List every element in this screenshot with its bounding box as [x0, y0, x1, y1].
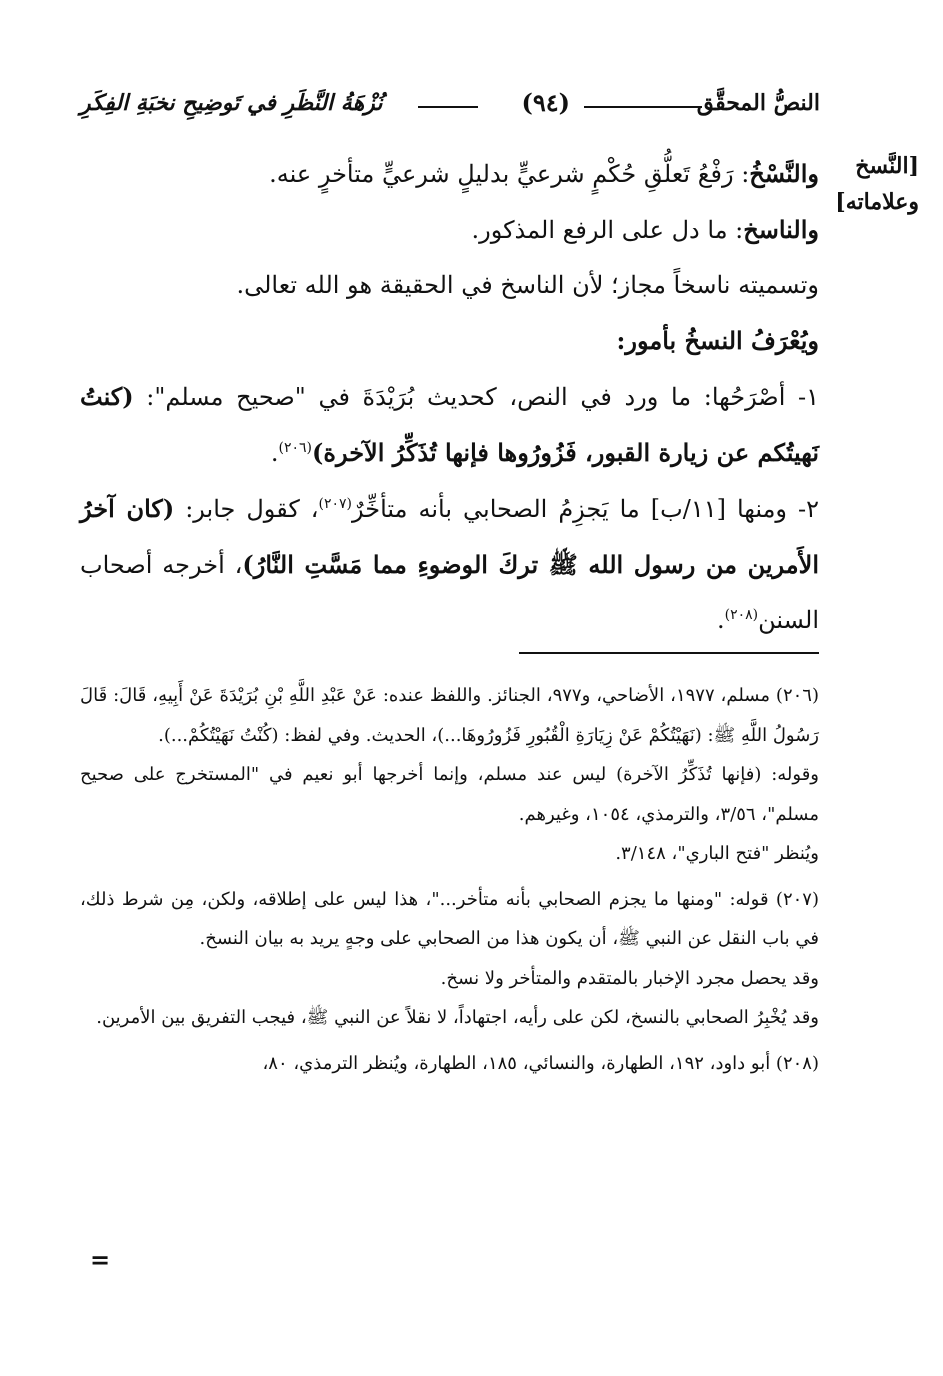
term-naskh: والنَّسْخُ [749, 159, 819, 188]
naming-note: وتسميته ناسخاً مجاز؛ لأن الناسخ في الحقيقة هو الله تعالى. [236, 271, 819, 299]
term-nasikh: والناسخ [743, 215, 819, 244]
footnote-separator [519, 652, 819, 654]
hadith-quote-1: (كنتُ نَهيتُكم عن زيارة القبور، فَزُورُوها فإنها تُذَكِّرُ الآخرة) [80, 382, 819, 467]
page-number: (٩٤) [521, 88, 570, 117]
continuation-mark: = [90, 1245, 111, 1274]
definition-naskh: والنَّسْخُ: رَفْعُ تَعلُّقِ حُكْمٍ شرعيٍّ بدليلٍ شرعيٍّ متأخرٍ عنه. [269, 159, 819, 188]
main-text [80, 146, 819, 648]
footnote-ref-206: (٢٠٦) [278, 440, 313, 456]
footnote-ref-207: (٢٠٧) [318, 496, 353, 512]
footnote-206: (٢٠٦) مسلم، ١٩٧٧، الأضاحي، و٩٧٧، الجنائز. واللفظ عنده: عَنْ عَبْدِ اللَّهِ بْنِ بُرَيْدَةَ عَنْ أَبِيهِ، قَالَ: قَالَ رَسُولُ اللَّهِ ﷺ: (نَهَيْتُكُمْ عَنْ زِيَارَةِ الْقُبُورِ فَزُورُوهَا...)، الحديث. وفي لفظ: (كُنْتُ نَهَيْتُكُمْ...). وقوله: (فإنها تُذَكِّرُ الآخرة) ليس عند مسلم، وإنما أخرجها أبو نعيم في "المستخرج على صحيح مسلم"، ٣/٥٦، والترمذي، ١٠٥٤، وغيرهم. ويُنظر "فتح الباري"، ٣/١٤٨. [80, 685, 819, 864]
section-title: النصُّ المحقَّق [696, 90, 820, 116]
margin-note-line2: وعلاماته] [835, 189, 919, 215]
footnote-208: (٢٠٨) أبو داود، ١٩٢، الطهارة، والنسائي، ١٨٥، الطهارة، ويُنظر الترمذي، ٨٠، [262, 1052, 819, 1074]
hadith-quote-2: (كان آخرُ الأَمرين من رسول الله ﷺ تركَ الوضوءِ مما مَسَّتِ النَّارُ) [80, 494, 820, 579]
list-item-1: ١- أصْرَحُها: ما ورد في النص، كحديث بُرَيْدَةَ في "صحيح مسلم": (كنتُ نَهيتُكم عن زيارة القبور، فَزُورُوها فإنها تُذَكِّرُ الآخرة)$^{(٢٠٦)}$. [80, 382, 819, 467]
footnote-207: (٢٠٧) قوله: "ومنها ما يجزم الصحابي بأنه متأخر..."، هذا ليس على إطلاقه، ولكن، مِن شرط ذلك، في باب النقل عن النبي ﷺ، أن يكون هذا من الصحابي على وجهٍ يريد به بيان النسخ. وقد يحصل مجرد الإخبار بالمتقدم والمتأخر ولا نسخ. وقد يُخْبِرُ الصحابي بالنسخ، لكن على رأيه، اجتهاداً، لا نقلاً عن النبي ﷺ، فيجب التفريق بين الأمرين. [80, 888, 819, 1028]
list-item-2: ٢- ومنها [١١/ب] ما يَجزِمُ الصحابي بأنه متأخِّرٌ$^{(٢٠٧)}$، كقول جابر: (كان آخرُ الأَمرين من رسول الله ﷺ تركَ الوضوءِ مما مَسَّتِ النَّارُ)، أخرجه أصحاب السنن$^{(٢٠٨)}$. [80, 494, 820, 634]
margin-note-line1: [النَّسخ [855, 153, 919, 179]
subheading: ويُعْرَفُ النسخُ بأمور: [616, 326, 819, 355]
running-header [80, 86, 820, 126]
header-rule-left [418, 106, 478, 108]
header-rule-right [584, 106, 702, 108]
footnote-ref-208: (٢٠٨) [724, 607, 759, 623]
margin-note [819, 148, 919, 220]
definition-nasikh: والناسخ: ما دل على الرفع المذكور. [471, 215, 819, 244]
footnotes [80, 676, 819, 1089]
book-title: نُزْهَةُ النَّظَرِ في تَوضِيحِ نخبَةِ الفِكَرِ [80, 90, 383, 116]
